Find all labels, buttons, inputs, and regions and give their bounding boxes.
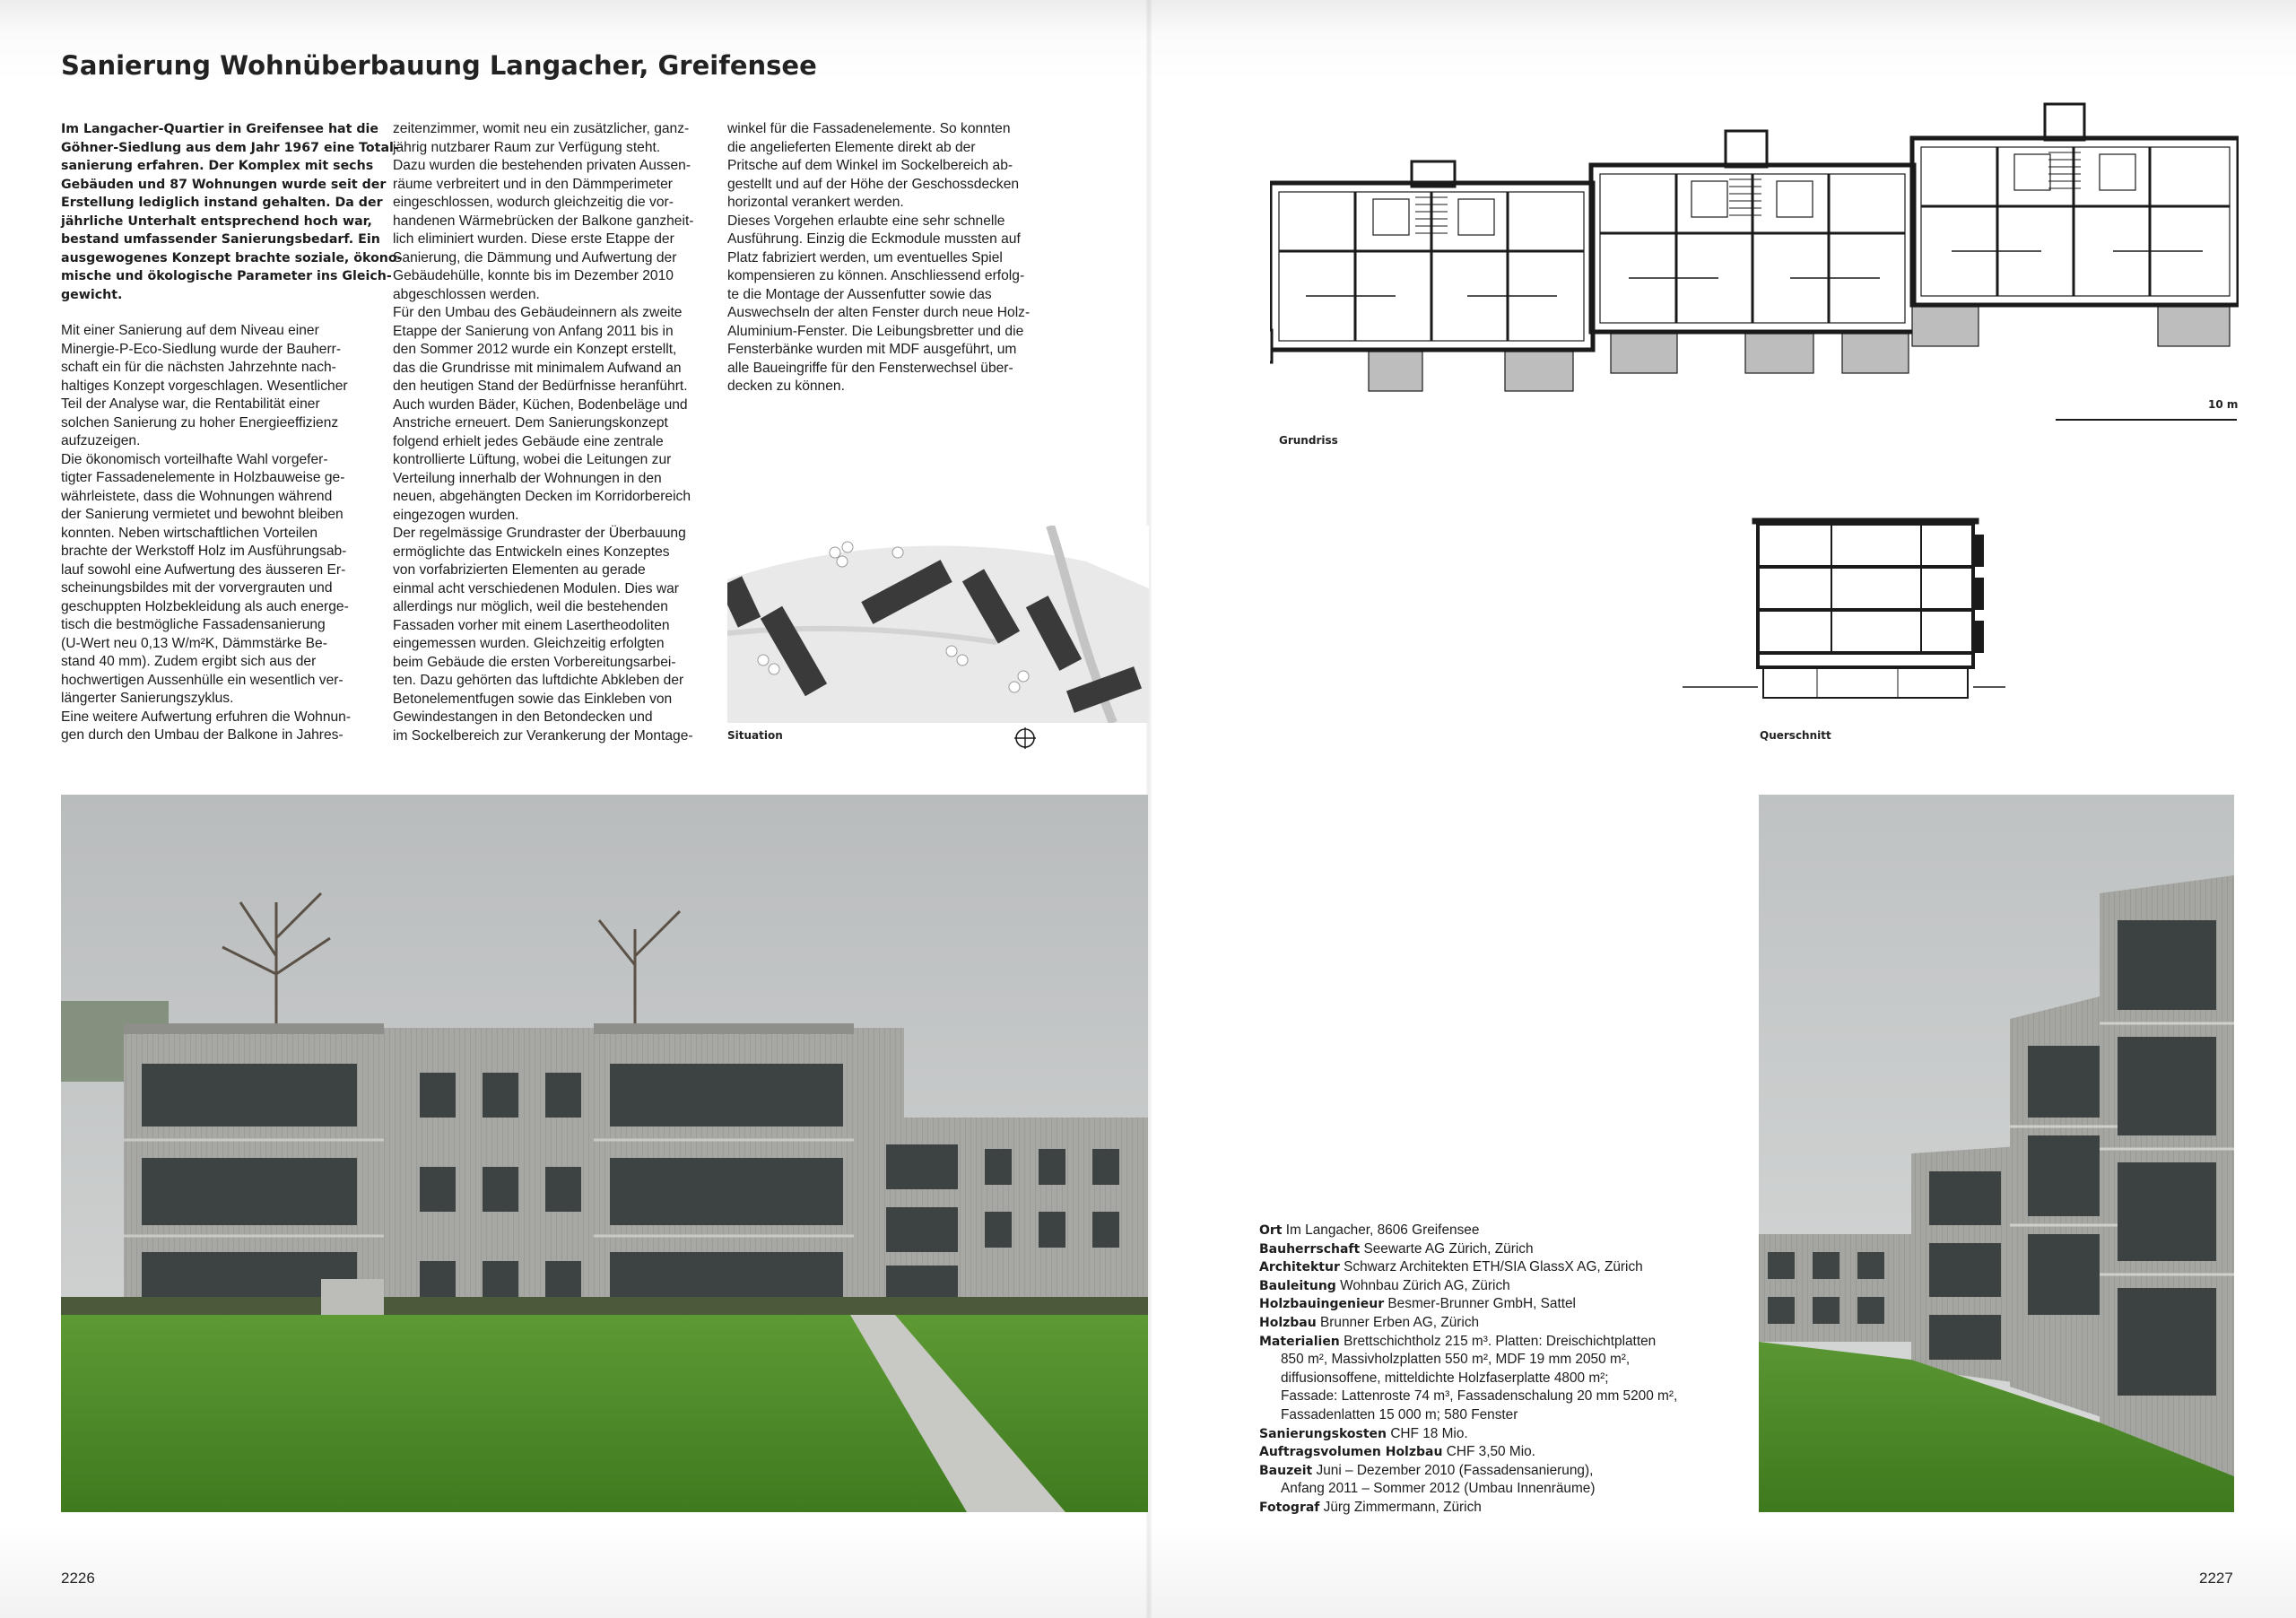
fact-fotograf xyxy=(1259,1499,1761,1518)
text-line: einmal acht verschiedenen Modulen. Dies war xyxy=(393,580,679,596)
text-line: schaft ein für die nächsten Jahrzehnte nach- xyxy=(61,360,336,375)
building-photo-detail xyxy=(1759,795,2234,1512)
fact-bauleitung xyxy=(1259,1277,1761,1296)
text-line: Die ökonomisch vorteilhafte Wahl vorgefer- xyxy=(61,451,328,467)
fact-holzbau xyxy=(1259,1314,1761,1333)
fact-value: Brettschichtholz 215 m³. Platten: Dreischichtplatten xyxy=(1344,1333,1657,1349)
text-line: Dieses Vorgehen erlaubte eine sehr schnelle xyxy=(727,213,1005,229)
text-line: Minergie-P-Eco-Siedlung wurde der Bauherr- xyxy=(61,341,342,357)
text-line: jährliche Unterhalt entsprechend hoch war, xyxy=(61,213,372,229)
text-line: Fensterbänke wurden mit MDF ausgeführt, um xyxy=(727,342,1017,357)
text-line: Gebäuden und 87 Wohnungen wurde seit der xyxy=(61,177,387,192)
text-line: Im Langacher-Quartier in Greifensee hat die xyxy=(61,122,378,136)
cross-section-drawing xyxy=(1674,517,2005,700)
fact-label: Architektur xyxy=(1259,1260,1340,1275)
text-line: stand 40 mm). Zudem ergibt sich aus der xyxy=(61,654,317,669)
body-text xyxy=(61,322,384,745)
text-line: allerdings nur möglich, weil die bestehenden xyxy=(393,599,668,614)
building-photo-main xyxy=(61,795,1148,1512)
text-line: den heutigen Stand der Bedürfnisse heranführt. xyxy=(393,378,688,394)
fact-value: Im Langacher, 8606 Greifensee xyxy=(1285,1222,1480,1238)
text-line: kompensieren zu können. Anschliessend erfolg- xyxy=(727,268,1025,283)
text-line: Eine weitere Aufwertung erfuhren die Wohnun- xyxy=(61,709,352,725)
text-line: Verteilung innerhalb der Wohnungen in den xyxy=(393,470,662,486)
text-line: solchen Sanierung zu hoher Energieeffizienz xyxy=(61,414,339,431)
fact-label: Auftragsvolumen Holzbau xyxy=(1259,1445,1443,1460)
fact-continuation: 850 m², Massivholzplatten 550 m², MDF 19 mm 2050 m², xyxy=(1281,1352,1631,1368)
text-line: tisch die bestmögliche Fassadensanierung xyxy=(61,617,326,632)
text-line: Pritsche auf dem Winkel im Sockelbereich ab- xyxy=(727,158,1013,173)
text-line: Betonelementfugen sowie das Einkleben von xyxy=(393,691,673,707)
text-line: zeitenzimmer, womit neu ein zusätzlicher, ganz- xyxy=(393,121,690,136)
text-line: Der regelmässige Grundraster der Überbauung xyxy=(393,526,686,541)
text-line: räume verbreitert und in den Dämmperimeter xyxy=(393,176,674,192)
text-line: von vorfabrizierten Elementen au gerade xyxy=(393,562,646,578)
text-line: Platz fabriziert werden, um eventuelles Spiel xyxy=(727,249,1003,265)
text-line: ermöglichte das Entwickeln eines Konzeptes xyxy=(393,544,670,560)
fact-bauzeit xyxy=(1259,1462,1761,1481)
fact-label: Materialien xyxy=(1259,1334,1340,1349)
text-line: im Sockelbereich zur Verankerung der Montage- xyxy=(393,727,693,744)
fact-ort xyxy=(1259,1222,1761,1240)
text-line: winkel für die Fassadenelemente. So konnten xyxy=(727,121,1011,136)
fact-value: Jürg Zimmermann, Zürich xyxy=(1323,1499,1482,1515)
text-line: Mit einer Sanierung auf dem Niveau einer xyxy=(61,323,319,338)
fact-architektur xyxy=(1259,1258,1761,1277)
fact-label: Ort xyxy=(1259,1223,1283,1238)
fact-materialien xyxy=(1259,1333,1761,1352)
text-line: Auswechseln der alten Fenster durch neue Holz- xyxy=(727,305,1031,320)
text-line: neuen, abgehängten Decken im Korridorbereich xyxy=(393,489,691,504)
site-plan-drawing xyxy=(727,526,1149,723)
fact-holzbauingenieur xyxy=(1259,1295,1761,1314)
text-line: Göhner-Siedlung aus dem Jahr 1967 eine Total- xyxy=(61,140,399,155)
fact-bauherrschaft xyxy=(1259,1240,1761,1259)
text-line: mische und ökologische Parameter ins Gleich- xyxy=(61,269,392,283)
text-line: Auch wurden Bäder, Küchen, Bodenbeläge und xyxy=(393,396,688,413)
fact-continuation: Fassadenlatten 15 000 m; 580 Fenster xyxy=(1281,1406,1518,1422)
fact-value: Juni – Dezember 2010 (Fassadensanierung), xyxy=(1316,1462,1594,1478)
text-line: den Sommer 2012 wurde ein Konzept erstellt, xyxy=(393,342,677,357)
fact-value: Besmer-Brunner GmbH, Sattel xyxy=(1387,1296,1576,1312)
text-line: tigter Fassadenelemente in Holzbauweise ge- xyxy=(61,470,345,485)
fact-value: CHF 3,50 Mio. xyxy=(1446,1444,1535,1460)
floor-plan-drawing xyxy=(1270,99,2239,422)
text-line: sanierung erfahren. Der Komplex mit sechs xyxy=(61,159,374,173)
fact-value: Wohnbau Zürich AG, Zürich xyxy=(1340,1277,1510,1293)
text-line: Gewindestangen in den Betondecken und xyxy=(393,709,653,725)
cross-section-caption: Querschnitt xyxy=(1760,729,1831,742)
fact-continuation: Fassade: Lattenroste 74 m³, Fassadenschalung 20 mm 5200 m², xyxy=(1281,1388,1678,1405)
text-line: handenen Wärmebrücken der Balkone ganzheit- xyxy=(393,213,694,229)
text-line: beim Gebäude die ersten Vorbereitungsarbei- xyxy=(393,654,676,670)
text-line: Ausführung. Einzig die Eckmodule mussten auf xyxy=(727,231,1021,247)
text-line: Gebäudehülle, konnte bis im Dezember 2010 xyxy=(393,268,674,283)
text-line: gewicht. xyxy=(61,287,123,302)
fact-sanierungskosten xyxy=(1259,1425,1761,1444)
fact-auftragsvolumen xyxy=(1259,1443,1761,1462)
text-line: das die Grundrisse mit minimalem Aufwand an xyxy=(393,360,682,376)
text-line: Dazu wurden die bestehenden privaten Aussen- xyxy=(393,158,691,173)
text-line: ausgewogenes Konzept brachte soziale, ökono- xyxy=(61,250,403,265)
project-facts xyxy=(1259,1222,1761,1518)
text-line: aufzuzeigen. xyxy=(61,433,141,448)
north-arrow-icon xyxy=(1013,726,1037,750)
scale-label: 10 m xyxy=(2208,398,2239,411)
fact-label: Fotograf xyxy=(1259,1500,1320,1515)
text-line: eingezogen wurden. xyxy=(393,507,519,523)
text-line: gestellt und auf der Höhe der Geschossdecken xyxy=(727,176,1020,192)
fact-value: Seewarte AG Zürich, Zürich xyxy=(1363,1240,1534,1257)
fact-label: Sanierungskosten xyxy=(1259,1426,1387,1441)
text-line: Etappe der Sanierung von Anfang 2011 bis in xyxy=(393,323,674,339)
text-line: hochwertigen Aussenhülle ein wesentlich ver- xyxy=(61,672,344,688)
text-line: jährig nutzbarer Raum zur Verfügung steht. xyxy=(393,139,661,155)
fact-value: Brunner Erben AG, Zürich xyxy=(1320,1314,1480,1330)
fact-value: Schwarz Architekten ETH/SIA GlassX AG, Zürich xyxy=(1344,1259,1643,1275)
text-line: Fassaden vorher mit einem Lasertheodoliten xyxy=(393,617,670,633)
text-line: scheinungsbildes mit der vorvergrauten und xyxy=(61,580,333,596)
text-line: eingemessen wurden. Gleichzeitig erfolgten xyxy=(393,636,665,651)
fact-continuation: Anfang 2011 – Sommer 2012 (Umbau Innenräume) xyxy=(1281,1481,1596,1497)
text-line: Aluminium-Fenster. Die Leibungsbretter und die xyxy=(727,323,1024,339)
article-title: Sanierung Wohnüberbauung Langacher, Greifensee xyxy=(61,50,817,81)
text-line: die angelieferten Elemente direkt ab der xyxy=(727,139,976,155)
text-line: bestand umfassender Sanierungsbedarf. Ein xyxy=(61,232,380,247)
text-line: lauf sowohl eine Aufwertung des äusseren Er- xyxy=(61,561,346,578)
text-line: währleistete, dass die Wohnungen während xyxy=(61,488,333,504)
text-line: haltiges Konzept vorgeschlagen. Wesentlicher xyxy=(61,378,348,394)
text-line: Sanierung, die Dämmung und Aufwertung der xyxy=(393,249,677,265)
text-line: Für den Umbau des Gebäudeinnern als zweite xyxy=(393,305,683,320)
fact-label: Bauleitung xyxy=(1259,1278,1336,1293)
text-line: Erstellung lediglich instand gehalten. Da der xyxy=(61,196,383,210)
text-column-2 xyxy=(393,120,716,745)
text-column-1 xyxy=(61,120,403,745)
text-line: lich eliminiert wurden. Diese erste Etappe der xyxy=(393,231,674,247)
lead-paragraph xyxy=(61,120,403,304)
text-line: kontrollierte Lüftung, wobei die Leitungen zur xyxy=(393,452,672,467)
text-line: Teil der Analyse war, die Rentabilität einer xyxy=(61,396,320,412)
fact-value: CHF 18 Mio. xyxy=(1390,1425,1468,1441)
text-line: te die Montage der Aussenfutter sowie das xyxy=(727,286,992,302)
text-line: längerter Sanierungszyklus. xyxy=(61,691,234,706)
text-line: der Sanierung vermietet und bewohnt bleiben xyxy=(61,507,344,522)
text-line: ten. Dazu gehörten das luftdichte Abkleben der xyxy=(393,673,684,688)
text-line: abgeschlossen werden. xyxy=(393,286,540,302)
fact-label: Holzbauingenieur xyxy=(1259,1297,1385,1312)
text-line: decken zu können. xyxy=(727,378,845,394)
text-line: Anstriche erneuert. Dem Sanierungskonzept xyxy=(393,415,668,431)
floor-plan-caption: Grundriss xyxy=(1279,434,1338,447)
text-column-3 xyxy=(727,120,1050,396)
page-number-left: 2226 xyxy=(61,1570,95,1587)
text-line: brachte der Werkstoff Holz im Ausführungsab- xyxy=(61,544,347,559)
fact-label: Holzbau xyxy=(1259,1315,1317,1330)
text-line: horizontal verankert werden. xyxy=(727,195,904,210)
site-plan-caption: Situation xyxy=(727,729,783,742)
page-number-right: 2227 xyxy=(2199,1570,2233,1587)
text-line: (U-Wert neu 0,13 W/m²K, Dämmstärke Be- xyxy=(61,635,327,651)
text-line: geschuppten Holzbekleidung als auch energe- xyxy=(61,598,349,614)
fact-continuation: diffusionsoffene, mitteldichte Holzfaserplatte 4800 m²; xyxy=(1281,1370,1609,1386)
text-line: gen durch den Umbau der Balkone in Jahres- xyxy=(61,727,344,743)
text-line: folgend erhielt jedes Gebäude eine zentrale xyxy=(393,433,664,449)
text-line: konnten. Neben wirtschaftlichen Vorteilen xyxy=(61,525,318,541)
text-line: eingeschlossen, wodurch gleichzeitig die vor- xyxy=(393,195,674,210)
fact-label: Bauherrschaft xyxy=(1259,1241,1361,1257)
fact-label: Bauzeit xyxy=(1259,1463,1313,1478)
text-line: alle Baueingriffe für den Fensterwechsel über- xyxy=(727,360,1013,376)
